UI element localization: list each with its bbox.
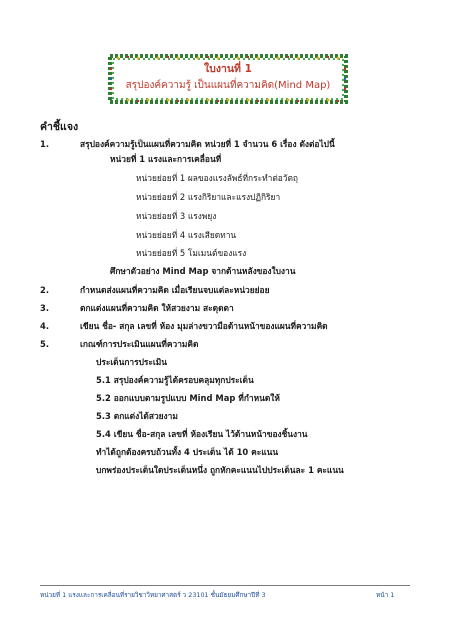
- criterion-3: 5.3 ตกแต่งได้สวยงาม: [96, 411, 178, 421]
- study-note: ศึกษาตัวอย่าง Mind Map จากด้านหลังของใบงาน: [110, 266, 296, 276]
- item-1-number: 1.: [40, 139, 50, 149]
- item-2-number: 2.: [40, 285, 50, 295]
- subunit-4: หน่วยย่อยที่ 4 แรงเสียดทาน: [136, 230, 237, 240]
- subunit-2: หน่วยย่อยที่ 2 แรงกิริยาและแรงปฏิกิริยา: [136, 192, 281, 202]
- item-4-text: เขียน ชื่อ- สกุล เลขที่ ห้อง มุมล่างขวามือด้านหน้าของแผนที่ความคิด: [80, 321, 328, 331]
- item-3-number: 3.: [40, 303, 50, 313]
- criterion-1: 5.1 สรุปองค์ความรู้ได้ครอบคลุมทุกประเด็น: [96, 375, 254, 385]
- item-1-text: สรุปองค์ความรู้เป็นแผนที่ความคิด หน่วยที่ 1 จำนวน 6 เรื่อง ดังต่อไปนี้: [80, 139, 335, 149]
- scoring-deduction: บกพร่องประเด็นใดประเด็นหนึ่ง ถูกหักคะแนนไปประเด็นละ 1 คะแนน: [96, 465, 344, 475]
- criterion-4: 5.4 เขียน ชื่อ-สกุล เลขที่ ห้องเรียน ไว้ด้านหน้าของชิ้นงาน: [96, 429, 308, 439]
- instructions-heading: คำชี้แจง: [40, 121, 79, 133]
- criteria-title: ประเด็นการประเมิน: [96, 357, 168, 367]
- title-banner: [108, 54, 348, 104]
- item-5-text: เกณฑ์การประเมินแผนที่ความคิด: [80, 339, 199, 349]
- footer-course-info: หน่วยที่ 1 แรงและการเคลื่อนที่รายวิชาวิทยาศาสตร์ ว 23101 ชั้นมัธยมศึกษาปีที่ 3: [40, 591, 266, 599]
- worksheet-subtitle: สรุปองค์ความรู้ เป็นแผนที่ความคิด(Mind Map): [125, 80, 331, 91]
- criterion-2: 5.2 ออกแบบตามรูปแบบ Mind Map ที่กำหนดให้: [96, 393, 280, 403]
- scoring-full: ทำได้ถูกต้องครบถ้วนทั้ง 4 ประเด็น ได้ 10 คะแนน: [96, 447, 279, 457]
- footer-divider: [40, 585, 410, 586]
- subunit-3: หน่วยย่อยที่ 3 แรงพยุง: [136, 211, 217, 221]
- unit-title: หน่วยที่ 1 แรงและการเคลื่อนที่: [110, 154, 222, 164]
- item-4-number: 4.: [40, 321, 50, 331]
- subunit-5: หน่วยย่อยที่ 5 โมเมนต์ของแรง: [136, 248, 247, 258]
- item-3-text: ตกแต่งแผนที่ความคิด ให้สวยงาม สะดุดตา: [80, 303, 234, 313]
- subunit-1: หน่วยย่อยที่ 1 ผลของแรงลัพธ์ที่กระทำต่อวัตถุ: [136, 173, 298, 183]
- worksheet-title: ใบงานที่ 1: [204, 63, 252, 75]
- item-2-text: กำหนดส่งแผนที่ความคิด เมื่อเรียนจบแต่ละหน่วยย่อย: [80, 285, 270, 295]
- item-5-number: 5.: [40, 339, 50, 349]
- page-number: หน้า 1: [376, 591, 395, 599]
